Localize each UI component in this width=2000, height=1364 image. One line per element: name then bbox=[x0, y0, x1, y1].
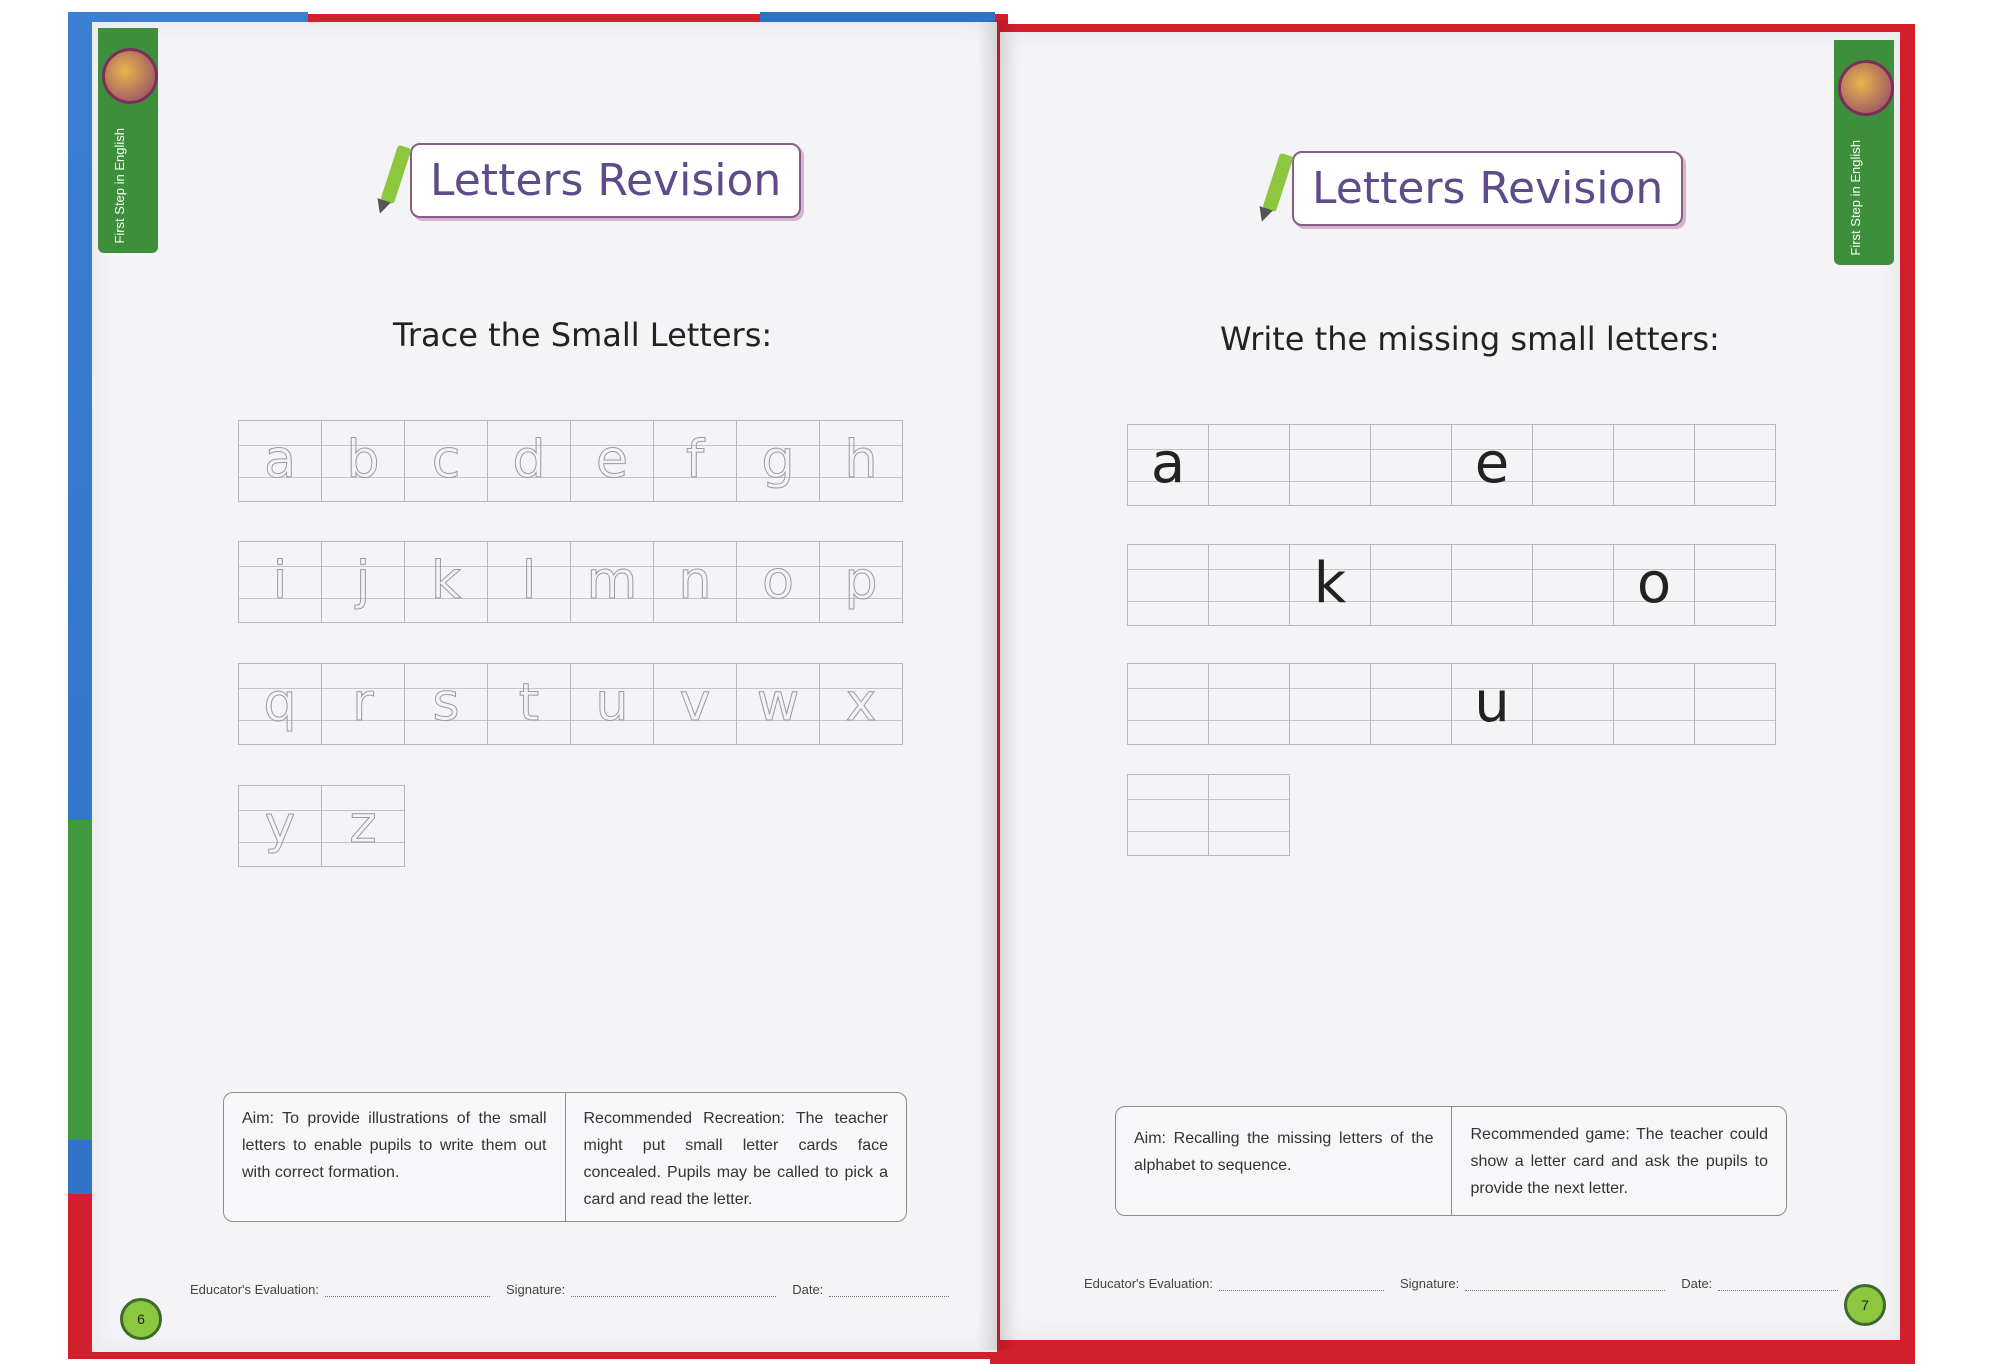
instruction-text: Trace the Small Letters: bbox=[393, 316, 773, 354]
instruction-text: Write the missing small letters: bbox=[1220, 320, 1720, 358]
writing-cell[interactable] bbox=[1128, 664, 1209, 744]
dotted-letter: a bbox=[264, 430, 296, 490]
dotted-letter: u bbox=[595, 673, 629, 733]
title-box: Letters Revision bbox=[410, 143, 801, 218]
tracing-cell bbox=[322, 664, 405, 744]
dotted-letter: m bbox=[586, 551, 638, 611]
recreation-text: Recommended game: The teacher could show a letter card and ask the pupils to provide the next letter. bbox=[1470, 1126, 1768, 1197]
writing-cell[interactable] bbox=[1371, 545, 1452, 625]
writing-cell[interactable] bbox=[1128, 425, 1209, 505]
writing-cell[interactable] bbox=[1614, 545, 1695, 625]
given-letter: a bbox=[1150, 431, 1186, 496]
evaluation-footer bbox=[1084, 1276, 1838, 1291]
tracing-cell bbox=[737, 542, 820, 622]
dotted-letter: j bbox=[355, 551, 371, 611]
signature-line[interactable] bbox=[1465, 1276, 1665, 1291]
writing-cell[interactable] bbox=[1290, 545, 1371, 625]
tracing-cell bbox=[239, 664, 322, 744]
tracing-row bbox=[238, 663, 903, 745]
date-label: Date: bbox=[1681, 1276, 1713, 1291]
given-letter: k bbox=[1313, 551, 1347, 616]
tracing-cell bbox=[571, 664, 654, 744]
page-number: 7 bbox=[1844, 1284, 1886, 1326]
tracing-cell bbox=[239, 542, 322, 622]
page-title bbox=[370, 140, 801, 220]
recreation-text: Recommended Recreation: The teacher might put small letter cards face concealed. Pupils may be called to pick a card and read the letter. bbox=[583, 1110, 888, 1208]
dotted-letter: e bbox=[596, 430, 628, 490]
tracing-cell bbox=[405, 664, 488, 744]
signature-label: Signature: bbox=[505, 1282, 566, 1297]
tracing-cell bbox=[239, 421, 322, 501]
tracing-row bbox=[238, 785, 405, 867]
date-line[interactable] bbox=[1718, 1276, 1838, 1291]
tracing-cell bbox=[820, 664, 902, 744]
signature-line[interactable] bbox=[571, 1282, 776, 1297]
tracing-row bbox=[238, 541, 903, 623]
writing-cell[interactable] bbox=[1614, 425, 1695, 505]
writing-row bbox=[1127, 544, 1776, 626]
tracing-cell bbox=[737, 664, 820, 744]
dotted-letter: z bbox=[349, 795, 377, 855]
writing-cell[interactable] bbox=[1209, 425, 1290, 505]
aim-box bbox=[223, 1092, 907, 1222]
dotted-letter: w bbox=[756, 673, 800, 733]
writing-cell[interactable] bbox=[1209, 664, 1290, 744]
writing-cell[interactable] bbox=[1695, 425, 1775, 505]
evaluation-footer bbox=[190, 1282, 949, 1297]
writing-cell[interactable] bbox=[1695, 664, 1775, 744]
writing-cell[interactable] bbox=[1452, 425, 1533, 505]
writing-cell[interactable] bbox=[1614, 664, 1695, 744]
tracing-row bbox=[238, 420, 903, 502]
writing-cell[interactable] bbox=[1209, 775, 1289, 855]
writing-cell[interactable] bbox=[1290, 425, 1371, 505]
writing-cell[interactable] bbox=[1128, 545, 1209, 625]
pencil-icon bbox=[370, 140, 404, 220]
dotted-letter: i bbox=[272, 551, 288, 611]
signature-label: Signature: bbox=[1399, 1276, 1460, 1291]
writing-cell[interactable] bbox=[1533, 425, 1614, 505]
writing-cell[interactable] bbox=[1452, 664, 1533, 744]
tracing-cell bbox=[322, 542, 405, 622]
series-label: First Step in English bbox=[1848, 140, 1863, 256]
dotted-letter: n bbox=[678, 551, 712, 611]
dotted-letter: c bbox=[431, 430, 461, 490]
writing-row bbox=[1127, 424, 1776, 506]
tracing-cell bbox=[820, 421, 902, 501]
writing-cell[interactable] bbox=[1128, 775, 1209, 855]
aim-text: Aim: Recalling the missing letters of the alphabet to sequence. bbox=[1116, 1107, 1452, 1215]
series-tab bbox=[98, 28, 158, 253]
given-letter: o bbox=[1636, 551, 1672, 616]
abc-cube-icon bbox=[102, 48, 158, 104]
writing-cell[interactable] bbox=[1533, 664, 1614, 744]
writing-row bbox=[1127, 663, 1776, 745]
dotted-letter: v bbox=[679, 673, 711, 733]
tracing-cell bbox=[405, 421, 488, 501]
writing-cell[interactable] bbox=[1209, 545, 1290, 625]
dotted-letter: f bbox=[685, 430, 705, 490]
tracing-cell bbox=[322, 421, 405, 501]
dotted-letter: k bbox=[430, 551, 462, 611]
writing-cell[interactable] bbox=[1452, 545, 1533, 625]
given-letter: u bbox=[1474, 670, 1510, 735]
dotted-letter: r bbox=[352, 673, 374, 733]
dotted-letter: g bbox=[761, 430, 795, 490]
tracing-cell bbox=[488, 664, 571, 744]
dotted-letter: s bbox=[432, 673, 460, 733]
dotted-letter: y bbox=[264, 795, 296, 855]
dotted-letter: p bbox=[844, 551, 878, 611]
writing-cell[interactable] bbox=[1533, 545, 1614, 625]
tracing-cell bbox=[654, 542, 737, 622]
pencil-icon bbox=[1252, 148, 1286, 228]
tracing-cell bbox=[571, 421, 654, 501]
aim-box bbox=[1115, 1106, 1787, 1216]
dotted-letter: h bbox=[844, 430, 878, 490]
date-label: Date: bbox=[792, 1282, 824, 1297]
page-title bbox=[1252, 148, 1683, 228]
tracing-cell bbox=[488, 421, 571, 501]
tracing-cell bbox=[654, 421, 737, 501]
tracing-cell bbox=[571, 542, 654, 622]
tracing-cell bbox=[820, 542, 902, 622]
page-number: 6 bbox=[120, 1298, 162, 1340]
tracing-cell bbox=[405, 542, 488, 622]
writing-cell[interactable] bbox=[1290, 664, 1371, 744]
tracing-cell bbox=[239, 786, 322, 866]
writing-cell[interactable] bbox=[1371, 425, 1452, 505]
tracing-cell bbox=[654, 664, 737, 744]
dotted-letter: b bbox=[346, 430, 380, 490]
aim-text: Aim: To provide illustrations of the small letters to enable pupils to write them out with correct formation. bbox=[224, 1093, 566, 1221]
evaluation-label: Educator's Evaluation: bbox=[190, 1282, 319, 1297]
writing-row bbox=[1127, 774, 1290, 856]
tracing-cell bbox=[737, 421, 820, 501]
writing-cell[interactable] bbox=[1371, 664, 1452, 744]
dotted-letter: d bbox=[512, 430, 546, 490]
series-label: First Step in English bbox=[112, 128, 127, 244]
abc-cube-icon bbox=[1838, 60, 1894, 116]
writing-cell[interactable] bbox=[1695, 545, 1775, 625]
title-box: Letters Revision bbox=[1292, 151, 1683, 226]
dotted-letter: l bbox=[521, 551, 537, 611]
evaluation-line[interactable] bbox=[1219, 1276, 1384, 1291]
tracing-cell bbox=[322, 786, 404, 866]
date-line[interactable] bbox=[829, 1282, 949, 1297]
dotted-letter: q bbox=[263, 673, 297, 733]
dotted-letter: x bbox=[845, 673, 877, 733]
given-letter: e bbox=[1474, 431, 1510, 496]
evaluation-line[interactable] bbox=[325, 1282, 490, 1297]
tracing-cell bbox=[488, 542, 571, 622]
book-gutter bbox=[978, 20, 1018, 1350]
dotted-letter: t bbox=[518, 673, 540, 733]
evaluation-label: Educator's Evaluation: bbox=[1084, 1276, 1213, 1291]
series-tab bbox=[1834, 40, 1894, 265]
dotted-letter: o bbox=[762, 551, 794, 611]
